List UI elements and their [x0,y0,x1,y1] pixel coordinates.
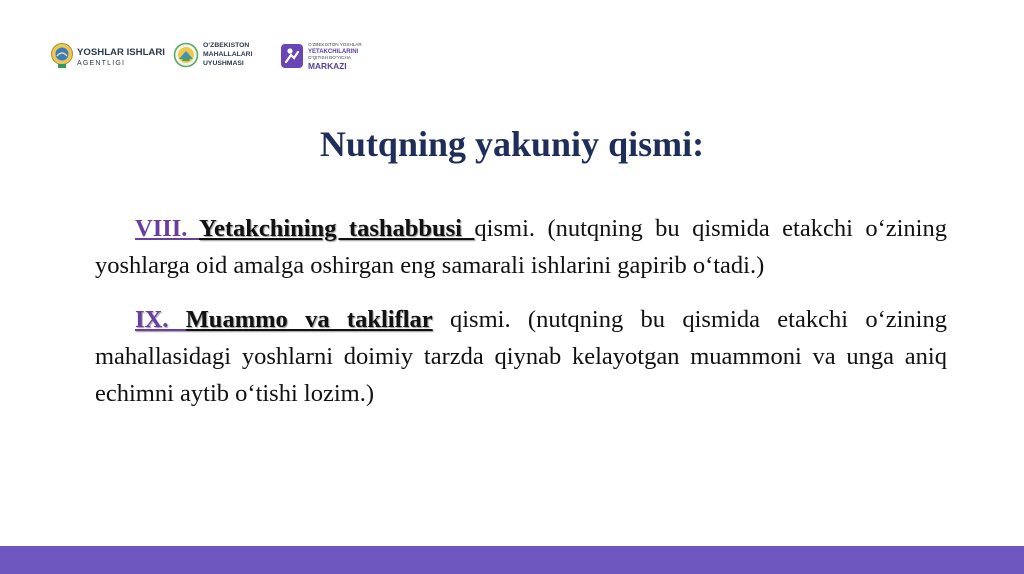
section-heading: Muammo va takliflar [185,306,433,333]
paragraph-viii [95,210,947,284]
mahallalari-uyushmasi-logo [173,40,263,74]
logo-line: MARKAZI [308,61,347,71]
markazi-logo [280,40,360,74]
logo-line: UYUSHMASI [203,60,244,67]
state-emblem-icon [50,42,74,70]
logo-line: AGENTLIGI [77,60,126,67]
logo-line: YOSHLAR ISHLARI [77,47,165,58]
section-text: qismi. (nutqning bu qismida etakchi o‘zining yoshlarga oid amalga oshirgan eng samarali ishlarini gapirib o‘tadi.) [95,215,947,279]
bottom-accent-bar [0,546,1024,574]
section-numeral: VIII. [135,215,199,242]
section-heading: Yetakchining tashabbusi [198,215,475,242]
paragraph-ix [95,301,947,412]
emblem-icon [173,42,199,70]
logo-line: MAHALLALARI [203,51,253,58]
logo-line: O‘ZBEKISTON [203,42,250,49]
logo-line: O‘ZBEKISTON YOSHLAR [308,42,362,47]
logo-line: O‘QITISH BO‘YICHA [308,55,351,60]
logo-line: YETAKCHILARINI [308,49,359,55]
section-numeral: IX. [135,306,186,333]
slide-title: Nutqning yakuniy qismi: [319,124,705,164]
slide-body [95,210,947,429]
section-text: qismi. (nutqning bu qismida etakchi o‘zining mahallasidagi yoshlarni doimiy tarzda qiynab kelayotgan muammoni va unga aniq echimni aytib o‘tishi lozim.) [95,306,947,407]
yoshlar-ishlari-agentligi-logo [50,40,165,74]
center-logo-icon [280,42,304,70]
logo-strip [50,40,370,74]
